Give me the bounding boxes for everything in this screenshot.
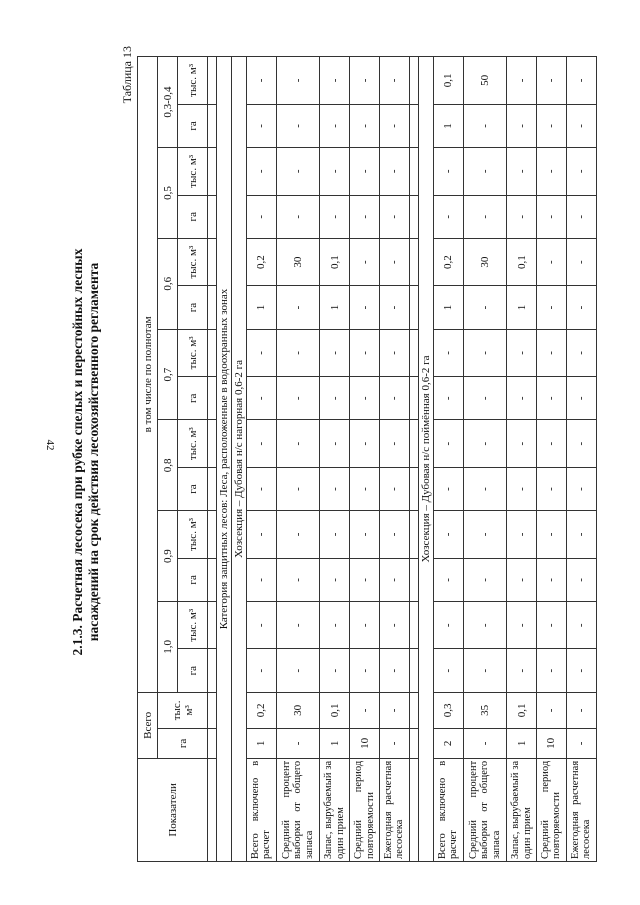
spacer-row	[208, 57, 217, 862]
unit-header-tm: тыс. м³	[178, 602, 208, 649]
value-cell: 2	[433, 728, 463, 758]
unit-header-tm: тыс. м³	[178, 57, 208, 105]
value-cell: -	[350, 104, 380, 147]
value-cell: 30	[276, 692, 319, 728]
unit-header-ha: га	[178, 649, 208, 692]
spacer-cell	[208, 558, 217, 601]
row-label: Средний процент выборки от общего запаса	[463, 758, 506, 861]
value-cell: -	[247, 329, 277, 376]
value-cell: -	[537, 286, 567, 329]
unit-header-ha: га	[178, 467, 208, 510]
density-header: 0,7	[158, 329, 178, 420]
value-cell: -	[276, 511, 319, 558]
value-cell: -	[463, 511, 506, 558]
value-cell: -	[566, 692, 596, 728]
value-cell: 1	[247, 728, 277, 758]
value-cell: -	[463, 728, 506, 758]
spacer-cell	[409, 692, 418, 728]
value-cell: -	[350, 329, 380, 376]
row-label: Всего включено в расчет	[247, 758, 277, 861]
section-title: Хозсекция – Дубовая н/с нагорная 0,6-2 га	[232, 57, 247, 862]
value-cell: -	[566, 286, 596, 329]
rotated-page-content	[50, 42, 610, 862]
value-cell: -	[276, 728, 319, 758]
value-cell: -	[276, 104, 319, 147]
value-cell: -	[247, 602, 277, 649]
value-cell: -	[537, 420, 567, 467]
value-cell: -	[507, 467, 537, 510]
value-cell: -	[537, 649, 567, 692]
value-cell: -	[380, 602, 410, 649]
value-cell: -	[537, 329, 567, 376]
value-cell: 30	[463, 238, 506, 285]
spacer-cell	[409, 238, 418, 285]
value-cell: -	[350, 649, 380, 692]
value-cell: -	[566, 329, 596, 376]
value-cell: -	[507, 104, 537, 147]
value-cell: -	[507, 377, 537, 420]
value-cell: -	[566, 511, 596, 558]
spacer-cell	[208, 104, 217, 147]
unit-header-ha: га	[178, 377, 208, 420]
value-cell: -	[350, 511, 380, 558]
value-cell: -	[537, 377, 567, 420]
col-header-total-ha: га	[158, 728, 208, 758]
table-row	[537, 57, 567, 862]
spacer-cell	[208, 649, 217, 692]
value-cell: -	[320, 104, 350, 147]
table-row	[247, 57, 277, 862]
density-header: 0,5	[158, 148, 178, 239]
value-cell: -	[247, 377, 277, 420]
spacer-cell	[409, 104, 418, 147]
row-label: Ежегодная расчетная лесосека	[380, 758, 410, 861]
value-cell: -	[566, 420, 596, 467]
value-cell: -	[537, 602, 567, 649]
page-number: 42	[44, 439, 56, 451]
value-cell: -	[433, 558, 463, 601]
value-cell: 1	[320, 728, 350, 758]
table-title	[70, 42, 102, 862]
row-label: Запас, вырубаемый за один прием	[507, 758, 537, 861]
value-cell: -	[537, 57, 567, 105]
value-cell: 10	[537, 728, 567, 758]
value-cell: 1	[433, 286, 463, 329]
value-cell: -	[463, 329, 506, 376]
density-header: 0,3-0,4	[158, 57, 178, 148]
value-cell: -	[566, 558, 596, 601]
value-cell: -	[537, 238, 567, 285]
value-cell: -	[350, 558, 380, 601]
value-cell: -	[507, 558, 537, 601]
value-cell: -	[507, 57, 537, 105]
value-cell: -	[537, 104, 567, 147]
density-header: 0,8	[158, 420, 178, 511]
value-cell: -	[350, 467, 380, 510]
value-cell: -	[507, 649, 537, 692]
value-cell: -	[350, 377, 380, 420]
unit-header-tm: тыс. м³	[178, 148, 208, 195]
value-cell: -	[463, 148, 506, 195]
value-cell: -	[247, 558, 277, 601]
value-cell: -	[247, 511, 277, 558]
value-cell: -	[566, 467, 596, 510]
spacer-row	[409, 57, 418, 862]
density-header: 1,0	[158, 602, 178, 693]
title-line-1: 2.1.3. Расчетная лесосека при рубке спелых и перестойных лесных	[70, 248, 85, 656]
col-header-total-tm: тыс. м³	[158, 692, 208, 728]
density-header: 0,6	[158, 238, 178, 329]
table-row	[320, 57, 350, 862]
value-cell: 0,3	[433, 692, 463, 728]
value-cell: -	[566, 728, 596, 758]
spacer-cell	[208, 238, 217, 285]
value-cell: -	[380, 420, 410, 467]
value-cell: -	[380, 238, 410, 285]
value-cell: -	[433, 329, 463, 376]
spacer-cell	[409, 377, 418, 420]
value-cell: -	[507, 420, 537, 467]
value-cell: -	[463, 286, 506, 329]
value-cell: -	[566, 377, 596, 420]
value-cell: -	[320, 57, 350, 105]
spacer-cell	[409, 728, 418, 758]
table-row	[566, 57, 596, 862]
spacer-cell	[409, 758, 418, 861]
value-cell: -	[276, 286, 319, 329]
spacer-cell	[409, 148, 418, 195]
value-cell: -	[350, 286, 380, 329]
value-cell: -	[247, 649, 277, 692]
value-cell: -	[380, 104, 410, 147]
row-label: Всего включено в расчет	[433, 758, 463, 861]
spacer-cell	[208, 728, 217, 758]
unit-header-tm: тыс. м³	[178, 420, 208, 467]
spacer-cell	[409, 602, 418, 649]
value-cell: -	[320, 195, 350, 238]
table-row	[380, 57, 410, 862]
col-header-total: Всего	[138, 692, 158, 758]
value-cell: -	[247, 467, 277, 510]
value-cell: -	[276, 558, 319, 601]
spacer-cell	[409, 57, 418, 105]
value-cell: -	[320, 602, 350, 649]
density-header: 0,9	[158, 511, 178, 602]
value-cell: -	[276, 420, 319, 467]
spacer-cell	[208, 692, 217, 728]
value-cell: 1	[507, 728, 537, 758]
value-cell: -	[320, 511, 350, 558]
value-cell: -	[380, 692, 410, 728]
value-cell: -	[463, 467, 506, 510]
value-cell: -	[320, 420, 350, 467]
spacer-cell	[208, 602, 217, 649]
value-cell: -	[537, 195, 567, 238]
value-cell: -	[350, 195, 380, 238]
value-cell: 10	[350, 728, 380, 758]
unit-header-ha: га	[178, 286, 208, 329]
spacer-cell	[409, 195, 418, 238]
value-cell: -	[463, 602, 506, 649]
unit-header-ha: га	[178, 558, 208, 601]
value-cell: -	[380, 558, 410, 601]
value-cell: -	[320, 329, 350, 376]
spacer-cell	[208, 148, 217, 195]
table-number: Таблица 13	[120, 46, 134, 104]
value-cell: -	[433, 649, 463, 692]
col-header-by-density: в том числе по полнотам	[138, 57, 158, 693]
value-cell: -	[507, 602, 537, 649]
value-cell: -	[247, 195, 277, 238]
value-cell: -	[507, 148, 537, 195]
value-cell: -	[350, 692, 380, 728]
value-cell: 0,1	[320, 238, 350, 285]
value-cell: -	[507, 511, 537, 558]
value-cell: 35	[463, 692, 506, 728]
table-row	[433, 57, 463, 862]
value-cell: 0,2	[247, 692, 277, 728]
row-label: Запас, вырубаемый за один прием	[320, 758, 350, 861]
spacer-cell	[208, 195, 217, 238]
unit-header-tm: тыс. м³	[178, 329, 208, 376]
value-cell: -	[433, 511, 463, 558]
spacer-cell	[208, 329, 217, 376]
value-cell: -	[276, 148, 319, 195]
value-cell: -	[433, 195, 463, 238]
spacer-cell	[409, 467, 418, 510]
spacer-cell	[208, 377, 217, 420]
unit-header-tm: тыс. м³	[178, 511, 208, 558]
table-row	[350, 57, 380, 862]
value-cell: -	[566, 238, 596, 285]
value-cell: -	[566, 104, 596, 147]
value-cell: -	[320, 377, 350, 420]
value-cell: -	[380, 511, 410, 558]
spacer-cell	[409, 420, 418, 467]
spacer-cell	[208, 467, 217, 510]
value-cell: -	[320, 467, 350, 510]
table-row	[463, 57, 506, 862]
row-label: Ежегодная расчетная лесосека	[566, 758, 596, 861]
value-cell: -	[566, 649, 596, 692]
value-cell: -	[566, 602, 596, 649]
spacer-cell	[208, 57, 217, 105]
value-cell: -	[566, 57, 596, 105]
table-row	[507, 57, 537, 862]
value-cell: 0,1	[507, 238, 537, 285]
value-cell: -	[276, 195, 319, 238]
row-label: Средний период повторяемости	[537, 758, 567, 861]
value-cell: -	[537, 692, 567, 728]
title-line-2: насаждений на срок действия лесохозяйственного регламента	[86, 262, 101, 642]
value-cell: -	[433, 467, 463, 510]
spacer-cell	[409, 649, 418, 692]
unit-header-ha: га	[178, 195, 208, 238]
value-cell: -	[247, 57, 277, 105]
spacer-cell	[208, 286, 217, 329]
value-cell: -	[276, 329, 319, 376]
spacer-cell	[409, 558, 418, 601]
value-cell: 0,2	[433, 238, 463, 285]
value-cell: -	[433, 420, 463, 467]
value-cell: -	[247, 104, 277, 147]
section-title-row	[232, 57, 247, 862]
value-cell: -	[537, 467, 567, 510]
value-cell: -	[247, 148, 277, 195]
value-cell: -	[276, 57, 319, 105]
unit-header-tm: тыс. м³	[178, 238, 208, 285]
value-cell: -	[350, 602, 380, 649]
value-cell: -	[433, 148, 463, 195]
value-cell: -	[463, 104, 506, 147]
value-cell: 1	[433, 104, 463, 147]
value-cell: 1	[247, 286, 277, 329]
spacer-cell	[409, 286, 418, 329]
spacer-cell	[208, 420, 217, 467]
value-cell: -	[380, 195, 410, 238]
spacer-cell	[208, 511, 217, 558]
value-cell: -	[350, 420, 380, 467]
value-cell: -	[463, 558, 506, 601]
value-cell: -	[380, 329, 410, 376]
section-title-row	[418, 57, 433, 862]
value-cell: -	[433, 377, 463, 420]
value-cell: -	[463, 649, 506, 692]
unit-header-ha: га	[178, 104, 208, 147]
table-row	[276, 57, 319, 862]
value-cell: -	[350, 238, 380, 285]
value-cell: -	[380, 728, 410, 758]
allowable-cut-table	[137, 56, 597, 862]
value-cell: -	[276, 377, 319, 420]
value-cell: -	[350, 148, 380, 195]
spacer-cell	[409, 329, 418, 376]
row-label: Средний период повторяемости	[350, 758, 380, 861]
value-cell: -	[433, 602, 463, 649]
value-cell: -	[320, 649, 350, 692]
spacer-cell	[409, 511, 418, 558]
value-cell: -	[566, 148, 596, 195]
value-cell: 0,1	[507, 692, 537, 728]
row-label: Средний процент выборки от общего запаса	[276, 758, 319, 861]
value-cell: -	[276, 467, 319, 510]
value-cell: -	[320, 148, 350, 195]
value-cell: -	[247, 420, 277, 467]
value-cell: -	[537, 558, 567, 601]
value-cell: 50	[463, 57, 506, 105]
value-cell: -	[507, 329, 537, 376]
value-cell: -	[537, 148, 567, 195]
value-cell: -	[463, 420, 506, 467]
value-cell: -	[380, 377, 410, 420]
value-cell: -	[350, 57, 380, 105]
value-cell: -	[320, 558, 350, 601]
value-cell: -	[380, 148, 410, 195]
value-cell: 1	[507, 286, 537, 329]
value-cell: -	[380, 57, 410, 105]
value-cell: 0,1	[320, 692, 350, 728]
value-cell: -	[380, 649, 410, 692]
value-cell: -	[463, 377, 506, 420]
section-title: Хозсекция – Дубовая н/с поймённая 0,6-2 га	[418, 57, 433, 862]
spacer-cell	[208, 758, 217, 861]
value-cell: 1	[320, 286, 350, 329]
value-cell: -	[276, 649, 319, 692]
value-cell: -	[566, 195, 596, 238]
value-cell: -	[380, 286, 410, 329]
value-cell: 0,2	[247, 238, 277, 285]
value-cell: -	[507, 195, 537, 238]
value-cell: -	[537, 511, 567, 558]
col-header-indicators: Показатели	[138, 758, 208, 861]
forest-category: Категория защитных лесов: Леса, расположенные в водоохранных зонах	[217, 57, 232, 862]
value-cell: 30	[276, 238, 319, 285]
value-cell: 0,1	[433, 57, 463, 105]
forest-category-row	[217, 57, 232, 862]
value-cell: -	[276, 602, 319, 649]
value-cell: -	[463, 195, 506, 238]
value-cell: -	[380, 467, 410, 510]
